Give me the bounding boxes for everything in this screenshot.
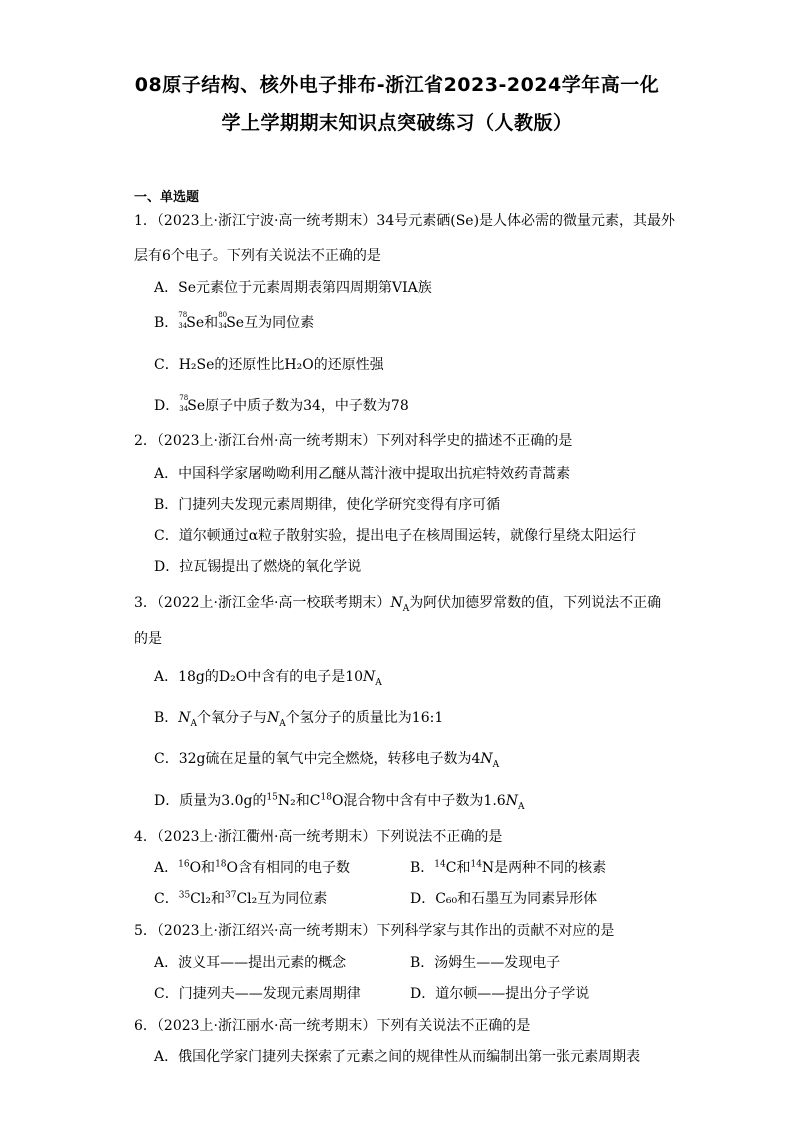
question-3-option-b: B．$N_A$个氧分子与$N_A$个氢分子的质量比为16:1 <box>154 710 444 729</box>
question-1-stem-line-2: 层有6个电子。下列有关说法不正确的是 <box>134 248 381 264</box>
question-3-option-c: C．32g硫在足量的氧气中完全燃烧，转移电子数为$4N_A$ <box>154 751 500 770</box>
question-2-option-b: B．门捷列夫发现元素周期律，使化学研究变得有序可循 <box>154 497 501 513</box>
question-1-option-a: A．Se元素位于元素周期表第四周期第VIA族 <box>154 280 432 296</box>
section-heading: 一、单选题 <box>134 190 200 205</box>
question-4-stem: 4．（2023上·浙江衢州·高一统考期末）下列说法不正确的是 <box>134 829 503 845</box>
question-5-stem: 5．（2023上·浙江绍兴·高一统考期末）下列科学家与其作出的贡献不对应的是 <box>134 923 615 939</box>
question-3-stem-line-1: 3．（2022上·浙江金华·高一校联考期末）$N_A$为阿伏加德罗常数的值，下列说法不正确 <box>134 595 662 614</box>
nuclide-notation: 78 34 <box>178 311 188 330</box>
question-5-option-b: B．汤姆生——发现电子 <box>410 955 561 971</box>
question-2-option-c: C．道尔顿通过α粒子散射实验，提出电子在核周围运转，就像行星绕太阳运行 <box>154 528 637 544</box>
question-3-stem-line-2: 的是 <box>134 631 162 647</box>
question-1-option-b: B． 78 34 Se和 80 34 Se互为同位素 <box>154 311 315 331</box>
question-6-stem: 6．（2023上·浙江丽水·高一统考期末）下列有关说法不正确的是 <box>134 1018 531 1034</box>
question-5-option-d: D．道尔顿——提出分子学说 <box>410 986 590 1002</box>
nuclide-notation: 80 34 <box>218 311 228 330</box>
question-4-option-d: D．C₆₀和石墨互为同素异形体 <box>410 891 598 907</box>
document-title-line-1: 08原子结构、核外电子排布-浙江省2023-2024学年高一化 <box>134 74 660 96</box>
question-4-option-a: A．$^{16}$O和$^{18}$O含有相同的电子数 <box>154 859 350 876</box>
document-title-line-2: 学上学期期末知识点突破练习（人教版） <box>221 112 573 134</box>
question-2-option-d: D．拉瓦锡提出了燃烧的氧化学说 <box>154 559 362 575</box>
question-2-option-a: A．中国科学家屠呦呦利用乙醚从蒿汁液中提取出抗疟特效药青蒿素 <box>154 466 571 482</box>
question-5-option-c: C．门捷列夫——发现元素周期律 <box>154 986 361 1002</box>
question-2-stem: 2．（2023上·浙江台州·高一统考期末）下列对科学史的描述不正确的是 <box>134 433 573 449</box>
question-1-option-d: D． 78 34 Se原子中质子数为34，中子数为78 <box>154 394 409 414</box>
question-5-option-a: A．波义耳——提出元素的概念 <box>154 955 347 971</box>
question-1-stem-line-1: 1．（2023上·浙江宁波·高一统考期末）34号元素硒(Se)是人体必需的微量元素，其最外 <box>134 213 676 229</box>
question-3-option-a: A．18g的D₂O中含有的电子是$10N_A$ <box>154 669 382 688</box>
question-3-option-d: D．质量为3.0g的$^{15}$N₂和$C^{18}O$混合物中含有中子数为$1.6N_A$ <box>154 792 525 812</box>
question-6-option-a: A．俄国化学家门捷列夫探索了元素之间的规律性从而编制出第一张元素周期表 <box>154 1049 641 1065</box>
question-4-option-b: B．$^{14}$C和$^{14}$N是两种不同的核素 <box>410 859 607 876</box>
question-1-option-c: C．H₂Se的还原性比H₂O的还原性强 <box>154 357 384 373</box>
nuclide-notation: 78 34 <box>179 394 189 413</box>
question-4-option-c: C．$^{35}$Cl₂和$^{37}$Cl₂互为同位素 <box>154 890 328 907</box>
